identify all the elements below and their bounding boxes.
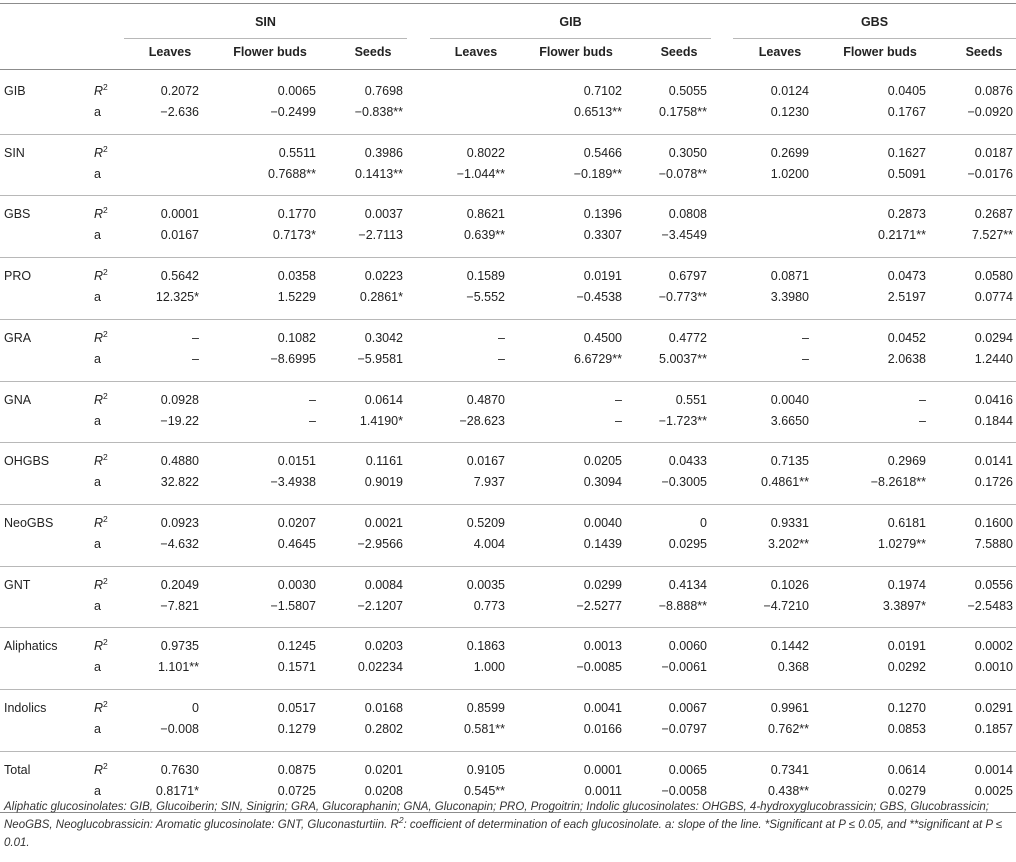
r2-value: 0.1270 xyxy=(887,701,926,715)
slope-value: −8.2618** xyxy=(870,475,926,489)
r2-value: 0.9331 xyxy=(770,516,809,530)
r2-value: – xyxy=(192,331,199,345)
slope-value: 0.1413** xyxy=(355,167,403,181)
group-underline xyxy=(430,38,711,39)
r2-value: 0.0201 xyxy=(364,763,403,777)
r2-value: 0.0035 xyxy=(466,578,505,592)
slope-value: −1.5807 xyxy=(270,599,316,613)
slope-value: 0.1758** xyxy=(659,105,707,119)
row-label: GNT xyxy=(4,578,31,592)
r2-value: 0.2969 xyxy=(887,454,926,468)
r2-value: 0.0060 xyxy=(668,639,707,653)
r2-value: 0.6181 xyxy=(887,516,926,530)
slope-label: a xyxy=(94,290,101,304)
r2-value: 0.0041 xyxy=(583,701,622,715)
slope-value: 0.762** xyxy=(767,722,809,736)
r2-value: 0 xyxy=(192,701,199,715)
r2-value: 0.0191 xyxy=(887,639,926,653)
row-separator xyxy=(0,504,1016,505)
slope-value: 0.1439 xyxy=(583,537,622,551)
r2-value: 0.0203 xyxy=(364,639,403,653)
slope-value: 0.0208 xyxy=(364,784,403,798)
row-label: SIN xyxy=(4,146,25,160)
r2-value: 0.0876 xyxy=(974,84,1013,98)
r2-value: 0.3986 xyxy=(364,146,403,160)
slope-value: −7.821 xyxy=(160,599,199,613)
r2-value: 0.3042 xyxy=(364,331,403,345)
slope-value: 2.0638 xyxy=(887,352,926,366)
slope-value: 0.0853 xyxy=(887,722,926,736)
r2-value: 0.1245 xyxy=(277,639,316,653)
column-subheader: Flower buds xyxy=(843,45,917,59)
slope-value: 0.1844 xyxy=(974,414,1013,428)
r2-value: 0.0040 xyxy=(770,393,809,407)
r2-value: 0.1396 xyxy=(583,207,622,221)
row-label: OHGBS xyxy=(4,454,50,468)
slope-value: 1.4190* xyxy=(359,414,403,428)
slope-value: −0.0920 xyxy=(967,105,1013,119)
slope-value: 0.3307 xyxy=(583,228,622,242)
r2-value: 0.1026 xyxy=(770,578,809,592)
r2-label: $R^2$ xyxy=(94,699,108,715)
slope-value: −0.189** xyxy=(573,167,622,181)
slope-value: −2.636 xyxy=(160,105,199,119)
row-separator xyxy=(0,257,1016,258)
r2-value: 0.0452 xyxy=(887,331,926,345)
slope-value: 0.0025 xyxy=(974,784,1013,798)
r2-value: – xyxy=(802,331,809,345)
row-label: Indolics xyxy=(4,701,47,715)
slope-value: −8.888** xyxy=(658,599,707,613)
r2-value: 0.6797 xyxy=(668,269,707,283)
r2-value: 0.1863 xyxy=(466,639,505,653)
slope-value: 32.822 xyxy=(160,475,199,489)
group-header: GBS xyxy=(860,15,889,29)
r2-value: 0.0084 xyxy=(364,578,403,592)
r2-value: 0.0030 xyxy=(277,578,316,592)
slope-value: 0.0010 xyxy=(974,660,1013,674)
slope-value: 0.2802 xyxy=(364,722,403,736)
slope-value: 1.0200 xyxy=(770,167,809,181)
r2-value: 0.1589 xyxy=(466,269,505,283)
r2-value: – xyxy=(615,393,622,407)
slope-value: −4.7210 xyxy=(763,599,809,613)
slope-value: −0.2499 xyxy=(270,105,316,119)
slope-value: 0.0295 xyxy=(668,537,707,551)
r2-value: 0.7698 xyxy=(364,84,403,98)
slope-value: 0.545** xyxy=(463,784,505,798)
slope-value: – xyxy=(498,352,505,366)
r2-value: 0.0875 xyxy=(277,763,316,777)
r2-value: 0.0191 xyxy=(583,269,622,283)
slope-label: a xyxy=(94,784,101,798)
slope-label: a xyxy=(94,105,101,119)
r2-value: 0.0614 xyxy=(364,393,403,407)
slope-label: a xyxy=(94,352,101,366)
slope-value: −1.044** xyxy=(456,167,505,181)
r2-value: 0.2049 xyxy=(160,578,199,592)
slope-value: 6.6729** xyxy=(574,352,622,366)
slope-value: 0.5091 xyxy=(887,167,926,181)
slope-value: −4.632 xyxy=(160,537,199,551)
r2-value: 0.5055 xyxy=(668,84,707,98)
r2-label: $R^2$ xyxy=(94,637,108,653)
r2-value: – xyxy=(919,393,926,407)
r2-value: 0.0416 xyxy=(974,393,1013,407)
column-subheader: Seeds xyxy=(965,45,1003,59)
r2-label: $R^2$ xyxy=(94,267,108,283)
slope-label: a xyxy=(94,414,101,428)
r2-value: 0.0223 xyxy=(364,269,403,283)
r2-value: 0.0002 xyxy=(974,639,1013,653)
slope-value: −0.4538 xyxy=(576,290,622,304)
slope-value: −0.0085 xyxy=(576,660,622,674)
r2-value: 0.0040 xyxy=(583,516,622,530)
r2-value: 0.4880 xyxy=(160,454,199,468)
slope-value: −1.723** xyxy=(658,414,707,428)
r2-value: 0.0001 xyxy=(160,207,199,221)
slope-value: 0.0774 xyxy=(974,290,1013,304)
slope-value: −2.5277 xyxy=(576,599,622,613)
row-label: GNA xyxy=(4,393,32,407)
r2-value: 0.0928 xyxy=(160,393,199,407)
group-underline xyxy=(124,38,407,39)
r2-value: 0.0556 xyxy=(974,578,1013,592)
slope-value: – xyxy=(919,414,926,428)
slope-value: 0.0011 xyxy=(584,784,622,798)
r2-label: $R^2$ xyxy=(94,452,108,468)
slope-value: 0.0725 xyxy=(277,784,316,798)
r2-value: 0.2072 xyxy=(160,84,199,98)
slope-value: 1.0279** xyxy=(878,537,926,551)
r2-value: 0.0473 xyxy=(887,269,926,283)
r2-value: 0.0299 xyxy=(583,578,622,592)
slope-value: −0.838** xyxy=(354,105,403,119)
slope-value: −5.552 xyxy=(466,290,505,304)
r2-label: $R^2$ xyxy=(94,514,108,530)
slope-value: −2.9566 xyxy=(357,537,403,551)
r2-value: 0.0013 xyxy=(583,639,622,653)
row-separator xyxy=(0,689,1016,690)
slope-value: 0.2861* xyxy=(359,290,403,304)
r2-value: 0.1442 xyxy=(770,639,809,653)
top-rule xyxy=(0,3,1016,4)
r2-value: 0.8599 xyxy=(466,701,505,715)
r2-value: 0.0037 xyxy=(364,207,403,221)
r2-value: 0.0207 xyxy=(277,516,316,530)
slope-value: 0.1857 xyxy=(974,722,1013,736)
r2-value: 0.0141 xyxy=(974,454,1013,468)
slope-value: 0.7688** xyxy=(268,167,316,181)
r2-value: 0.0124 xyxy=(770,84,809,98)
slope-value: 0.3094 xyxy=(583,475,622,489)
slope-value: 0.0279 xyxy=(887,784,926,798)
slope-value: −2.1207 xyxy=(357,599,403,613)
row-label: GRA xyxy=(4,331,32,345)
slope-value: 0.773 xyxy=(473,599,505,613)
r2-label: $R^2$ xyxy=(94,576,108,592)
r2-value: 0.0580 xyxy=(974,269,1013,283)
r2-value: 0.9961 xyxy=(770,701,809,715)
r2-value: 0.3050 xyxy=(668,146,707,160)
slope-value: 1.101** xyxy=(157,660,199,674)
r2-value: 0.0067 xyxy=(668,701,707,715)
r2-value: 0.5209 xyxy=(466,516,505,530)
row-label: Total xyxy=(4,763,31,777)
r2-value: 0.0187 xyxy=(974,146,1013,160)
slope-value: 4.004 xyxy=(473,537,505,551)
slope-value: −5.9581 xyxy=(357,352,403,366)
slope-value: −0.0176 xyxy=(967,167,1013,181)
r2-value: 0.8022 xyxy=(466,146,505,160)
slope-value: 0.438** xyxy=(767,784,809,798)
slope-value: 0.2171** xyxy=(878,228,926,242)
r2-value: 0.0065 xyxy=(668,763,707,777)
slope-value: 2.5197 xyxy=(887,290,926,304)
slope-value: – xyxy=(802,352,809,366)
r2-value: 0.0294 xyxy=(974,331,1013,345)
slope-value: −2.7113 xyxy=(358,228,403,242)
row-separator xyxy=(0,627,1016,628)
row-separator xyxy=(0,566,1016,567)
slope-value: 7.5880 xyxy=(974,537,1013,551)
r2-value: 0.0808 xyxy=(668,207,707,221)
column-subheader: Seeds xyxy=(354,45,392,59)
slope-label: a xyxy=(94,228,101,242)
header-rule xyxy=(0,69,1016,70)
slope-value: 0.581** xyxy=(463,722,505,736)
column-subheader: Seeds xyxy=(660,45,698,59)
r2-value: 0.0358 xyxy=(277,269,316,283)
r2-label: $R^2$ xyxy=(94,391,108,407)
r2-value: 0.1770 xyxy=(277,207,316,221)
r2-value: 0.0205 xyxy=(583,454,622,468)
slope-value: 0.0292 xyxy=(887,660,926,674)
r2-value: 0.7341 xyxy=(770,763,809,777)
r2-value: 0.0405 xyxy=(887,84,926,98)
slope-value: −0.773** xyxy=(658,290,707,304)
r2-value: 0.1974 xyxy=(887,578,926,592)
row-label: GBS xyxy=(4,207,31,221)
slope-value: −0.078** xyxy=(658,167,707,181)
column-subheader: Flower buds xyxy=(233,45,307,59)
footnote-r2-symbol: $R^2$ xyxy=(390,815,404,831)
r2-value: 0.1161 xyxy=(365,454,403,468)
row-label: NeoGBS xyxy=(4,516,54,530)
slope-value: −28.623 xyxy=(459,414,505,428)
row-label: PRO xyxy=(4,269,32,283)
row-separator xyxy=(0,134,1016,135)
r2-value: 0.0291 xyxy=(974,701,1013,715)
slope-value: 1.000 xyxy=(473,660,505,674)
r2-value: 0.0517 xyxy=(277,701,316,715)
slope-value: 1.5229 xyxy=(277,290,316,304)
column-subheader: Leaves xyxy=(148,45,192,59)
slope-value: 0.8171* xyxy=(155,784,199,798)
r2-label: $R^2$ xyxy=(94,82,108,98)
r2-value: 0.9105 xyxy=(466,763,505,777)
slope-value: 3.3980 xyxy=(770,290,809,304)
r2-label: $R^2$ xyxy=(94,761,108,777)
footnote-significance: : coefficient of determination of each glucosinolate. a: slope of the line. *Significant at P ≤ 0.05, and **significant at P ≤ 0.01. xyxy=(4,819,1003,849)
r2-value: 0.2699 xyxy=(770,146,809,160)
group-header: GIB xyxy=(559,15,582,29)
r2-value: 0.4500 xyxy=(583,331,622,345)
slope-value: 0.1571 xyxy=(277,660,316,674)
column-subheader: Flower buds xyxy=(539,45,613,59)
slope-value: −3.4549 xyxy=(661,228,707,242)
r2-value: 0.1600 xyxy=(974,516,1013,530)
r2-value: 0.7135 xyxy=(770,454,809,468)
r2-value: 0.5642 xyxy=(160,269,199,283)
slope-value: 0.0167 xyxy=(160,228,199,242)
r2-value: 0.5511 xyxy=(278,146,316,160)
r2-value: 0.0433 xyxy=(668,454,707,468)
slope-label: a xyxy=(94,537,101,551)
r2-value: 0.0614 xyxy=(887,763,926,777)
r2-value: 0.7630 xyxy=(160,763,199,777)
slope-value: 12.325* xyxy=(155,290,199,304)
slope-value: −0.0058 xyxy=(661,784,707,798)
slope-label: a xyxy=(94,660,101,674)
column-subheader: Leaves xyxy=(758,45,802,59)
row-label: GIB xyxy=(4,84,26,98)
slope-value: −0.3005 xyxy=(661,475,707,489)
r2-value: 0.7102 xyxy=(583,84,622,98)
slope-value: 5.0037** xyxy=(659,352,707,366)
r2-value: 0.9735 xyxy=(160,639,199,653)
slope-value: −0.008 xyxy=(160,722,199,736)
r2-value: 0.0065 xyxy=(277,84,316,98)
r2-value: 0.4870 xyxy=(466,393,505,407)
r2-value: 0.551 xyxy=(675,393,707,407)
slope-value: 7.527** xyxy=(971,228,1013,242)
slope-value: −19.22 xyxy=(160,414,199,428)
slope-label: a xyxy=(94,599,101,613)
r2-value: 0.4772 xyxy=(668,331,707,345)
slope-value: −0.0797 xyxy=(661,722,707,736)
r2-label: $R^2$ xyxy=(94,144,108,160)
r2-value: – xyxy=(498,331,505,345)
r2-value: 0.0871 xyxy=(770,269,809,283)
r2-value: 0.0001 xyxy=(583,763,622,777)
slope-value: 0.368 xyxy=(777,660,809,674)
slope-value: 7.937 xyxy=(473,475,505,489)
row-separator xyxy=(0,381,1016,382)
slope-value: 0.4861** xyxy=(761,475,809,489)
slope-label: a xyxy=(94,167,101,181)
row-separator xyxy=(0,319,1016,320)
footnote-abbreviations: Aliphatic glucosinolates: GIB, Glucoiberin; SIN, Sinigrin; GRA, Glucoraphanin; GNA, Gluconapin; PRO, Progoitrin; Indolic glucosinolates: OHGBS, 4-hydroxyglucobrassicin; GBS, Glucobrassicin; NeoGBS, Neoglucobrassicin: Aromatic glucosinolate: GNT, Gluconasturtiin. xyxy=(4,801,989,831)
row-separator xyxy=(0,195,1016,196)
slope-label: a xyxy=(94,722,101,736)
slope-value: 3.3897* xyxy=(882,599,926,613)
slope-value: 0.0166 xyxy=(583,722,622,736)
slope-value: −2.5483 xyxy=(967,599,1013,613)
r2-value: 0.5466 xyxy=(583,146,622,160)
slope-label: a xyxy=(94,475,101,489)
slope-value: 0.1767 xyxy=(887,105,926,119)
row-separator xyxy=(0,751,1016,752)
r2-value: 0.1627 xyxy=(887,146,926,160)
r2-value: 0.0168 xyxy=(364,701,403,715)
r2-value: 0.1082 xyxy=(277,331,316,345)
r2-value: 0.0151 xyxy=(277,454,316,468)
slope-value: – xyxy=(192,352,199,366)
r2-label: $R^2$ xyxy=(94,329,108,345)
r2-value: 0.2687 xyxy=(974,207,1013,221)
row-separator xyxy=(0,442,1016,443)
r2-value: – xyxy=(309,393,316,407)
r2-value: 0.0014 xyxy=(974,763,1013,777)
slope-value: 3.202** xyxy=(767,537,809,551)
slope-value: 0.7173* xyxy=(272,228,316,242)
slope-value: −8.6995 xyxy=(270,352,316,366)
r2-value: 0.8621 xyxy=(466,207,505,221)
row-label: Aliphatics xyxy=(4,639,58,653)
column-subheader: Leaves xyxy=(454,45,498,59)
slope-value: −0.0061 xyxy=(661,660,707,674)
slope-value: 0.1230 xyxy=(770,105,809,119)
slope-value: 1.2440 xyxy=(974,352,1013,366)
r2-label: $R^2$ xyxy=(94,205,108,221)
slope-value: – xyxy=(309,414,316,428)
group-underline xyxy=(733,38,1016,39)
r2-value: 0 xyxy=(700,516,707,530)
slope-value: 0.1726 xyxy=(974,475,1013,489)
table-footnote xyxy=(4,798,1014,852)
r2-value: 0.0923 xyxy=(160,516,199,530)
slope-value: 0.639** xyxy=(463,228,505,242)
r2-value: 0.0167 xyxy=(466,454,505,468)
slope-value: – xyxy=(615,414,622,428)
r2-value: 0.0021 xyxy=(364,516,403,530)
slope-value: −3.4938 xyxy=(270,475,316,489)
r2-value: 0.4134 xyxy=(668,578,707,592)
slope-value: 0.02234 xyxy=(357,660,403,674)
slope-value: 0.6513** xyxy=(574,105,622,119)
group-header: SIN xyxy=(255,15,276,29)
slope-value: 0.1279 xyxy=(277,722,316,736)
r2-value: 0.2873 xyxy=(887,207,926,221)
slope-value: 0.9019 xyxy=(364,475,403,489)
slope-value: 3.6650 xyxy=(770,414,809,428)
slope-value: 0.4645 xyxy=(277,537,316,551)
